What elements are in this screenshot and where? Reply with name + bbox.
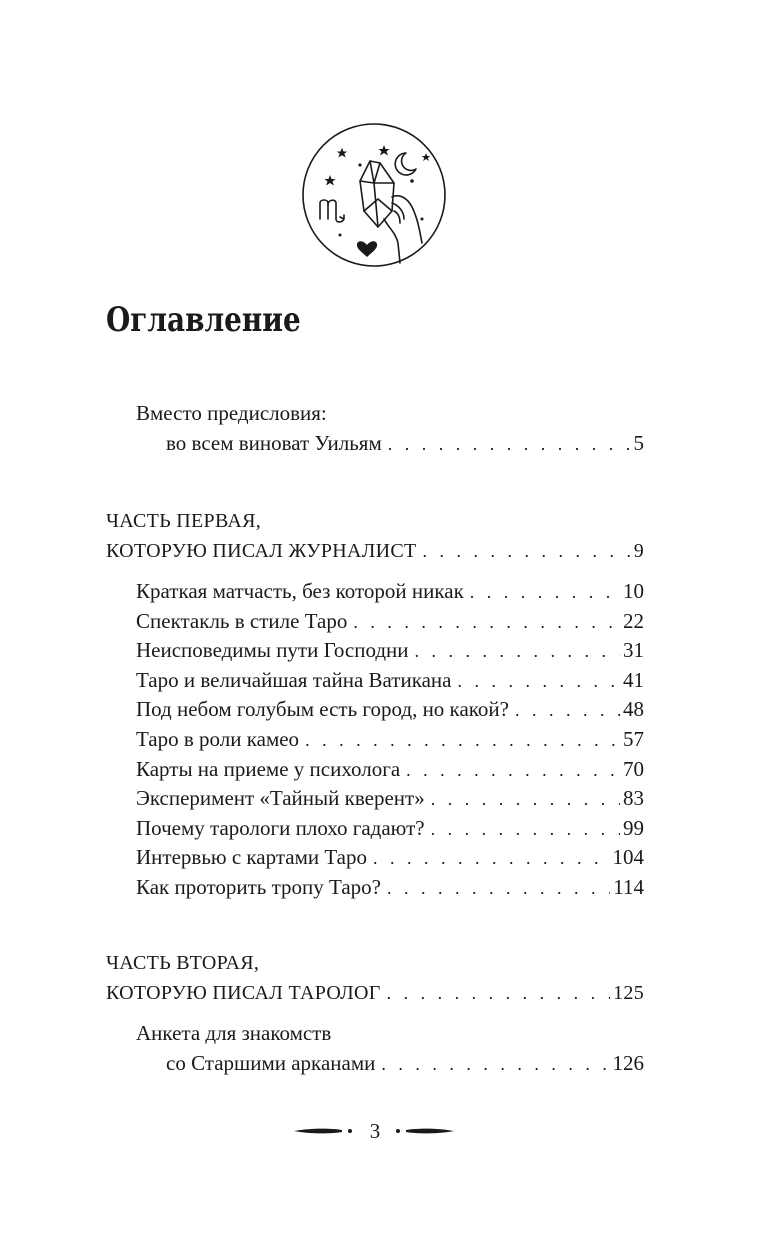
toc-part-label: КОТОРУЮ ПИСАЛ ЖУРНАЛИСТ <box>106 540 417 562</box>
dot-leader <box>387 978 610 1008</box>
toc-page-number: 31 <box>623 638 644 662</box>
toc-entry-line2[interactable] <box>0 1048 768 1078</box>
toc-entry-label: Анкета для знакомств <box>136 1021 332 1045</box>
toc-entry[interactable] <box>0 872 768 902</box>
toc-entry-label: Вместо предисловия: <box>136 401 327 425</box>
toc-entry-label: Интервью с картами Таро <box>136 845 367 869</box>
toc-entry-line1[interactable] <box>0 1018 768 1048</box>
dot-leader <box>431 784 620 814</box>
dot-leader <box>353 607 620 637</box>
page-folio <box>0 1117 768 1147</box>
toc-page-number: 83 <box>623 786 644 810</box>
toc-entry[interactable] <box>0 606 768 636</box>
dot-leader <box>381 1049 609 1079</box>
toc-page-number: 57 <box>623 727 644 751</box>
toc-entry-label: Краткая матчасть, без которой никак <box>136 579 464 603</box>
toc-entry-label: во всем виноват Уильям <box>166 431 382 455</box>
toc-part-label: ЧАСТЬ ВТОРАЯ, <box>106 952 260 974</box>
toc-page-number: 114 <box>613 875 644 899</box>
page-number: 3 <box>369 1119 381 1143</box>
toc-entry-label: со Старшими арканами <box>166 1051 376 1075</box>
toc-part2-line2[interactable] <box>0 978 768 1008</box>
toc-entry[interactable] <box>0 842 768 872</box>
toc-page-number: 126 <box>612 1051 644 1075</box>
toc-part-label: КОТОРУЮ ПИСАЛ ТАРОЛОГ <box>106 982 381 1004</box>
toc-part2-line1[interactable] <box>0 948 768 978</box>
toc-entry-label: Под небом голубым есть город, но какой? <box>136 697 509 721</box>
scorpio-icon <box>320 200 344 222</box>
toc-entry[interactable] <box>0 665 768 695</box>
toc-entry-label: Почему тарологи плохо гадают? <box>136 816 425 840</box>
toc-entry-label: Карты на приеме у психолога <box>136 757 401 781</box>
toc-entry[interactable] <box>0 813 768 843</box>
crystal-hand-emblem <box>300 123 448 271</box>
toc-intro-line1[interactable] <box>0 398 768 428</box>
toc-entry-label: Спектакль в стиле Таро <box>136 609 348 633</box>
dot-leader <box>388 429 631 459</box>
toc-intro-line2[interactable] <box>0 428 768 458</box>
dot-leader <box>457 666 620 696</box>
toc-page-number: 125 <box>613 982 644 1004</box>
crystal-icon <box>360 161 394 227</box>
toc-page-number: 9 <box>633 540 644 562</box>
dot-leader <box>406 755 620 785</box>
toc-entry[interactable] <box>0 724 768 754</box>
toc-page-number: 5 <box>633 431 644 455</box>
dot-leader <box>415 636 620 666</box>
toc-entry-label: Как проторить тропу Таро? <box>136 875 381 899</box>
dot-leader <box>387 873 610 903</box>
dot-leader <box>431 814 620 844</box>
toc-entry-label: Неисповедимы пути Господни <box>136 638 409 662</box>
toc-entry[interactable] <box>0 754 768 784</box>
toc-entry-label: Таро в роли камео <box>136 727 300 751</box>
toc-entry[interactable] <box>0 783 768 813</box>
toc-page-number: 70 <box>623 757 644 781</box>
toc-page-number: 22 <box>623 609 644 633</box>
toc-part1-line1[interactable] <box>0 506 768 536</box>
toc-page-number: 104 <box>612 845 644 869</box>
dot-leader <box>305 725 620 755</box>
dot-leader <box>515 695 620 725</box>
toc-part-label: ЧАСТЬ ПЕРВАЯ, <box>106 510 262 532</box>
toc-entry-label: Эксперимент «Тайный кверент» <box>136 786 425 810</box>
toc-page-number: 99 <box>623 816 644 840</box>
toc-page-number: 48 <box>623 697 644 721</box>
dot-leader <box>470 577 620 607</box>
dot-leader <box>423 536 631 566</box>
toc-entry[interactable] <box>0 576 768 606</box>
toc-page-number: 41 <box>623 668 644 692</box>
toc-page-number: 10 <box>623 579 644 603</box>
toc-title: Оглавление <box>106 300 301 340</box>
toc-entry[interactable] <box>0 635 768 665</box>
toc-entry-label: Таро и величайшая тайна Ватикана <box>136 668 452 692</box>
toc-entry[interactable] <box>0 694 768 724</box>
heart-icon <box>357 241 377 257</box>
dot-leader <box>373 843 610 873</box>
toc-part1-line2[interactable] <box>0 536 768 566</box>
moon-icon <box>395 153 416 175</box>
